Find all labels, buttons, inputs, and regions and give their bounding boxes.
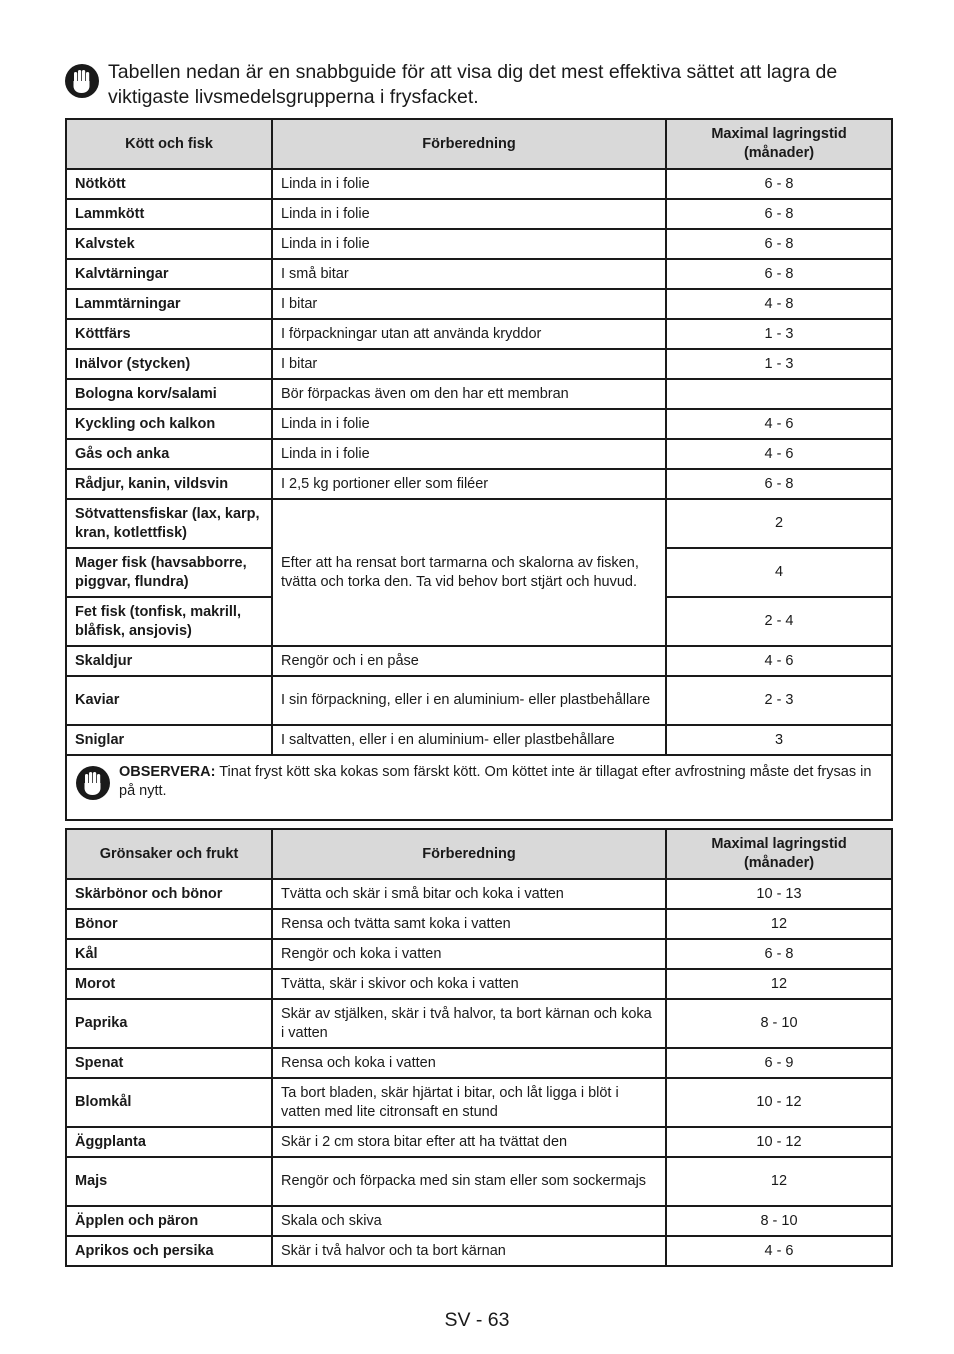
table-row [66,439,892,469]
food-name: Spenat [66,1048,272,1078]
storage-months: 6 - 8 [666,259,892,289]
table-row [66,1127,892,1157]
column-header: Kött och fisk [66,119,272,169]
column-header: Förberedning [272,119,666,169]
storage-months: 6 - 9 [666,1048,892,1078]
table-row [66,969,892,999]
storage-months: 10 - 13 [666,879,892,909]
table-row [66,676,892,725]
intro [64,60,894,110]
table-row [66,1206,892,1236]
storage-months: 6 - 8 [666,169,892,199]
preparation: I bitar [272,289,666,319]
food-name: Skaldjur [66,646,272,676]
column-header: Maximal lagringstid (månader) [666,119,892,169]
table-row [66,939,892,969]
table-row [66,646,892,676]
food-name: Inälvor (stycken) [66,349,272,379]
preparation: Rengör och koka i vatten [272,939,666,969]
vegetables-fruit-table [65,828,893,1267]
preparation: Rensa och koka i vatten [272,1048,666,1078]
storage-months: 10 - 12 [666,1127,892,1157]
preparation: Ta bort bladen, skär hjärtat i bitar, och låt ligga i blöt i vatten med lite citronsaft en stund [272,1078,666,1127]
hand-stop-icon [75,765,111,801]
table-row [66,229,892,259]
preparation: I små bitar [272,259,666,289]
preparation: Linda in i folie [272,169,666,199]
storage-months: 10 - 12 [666,1078,892,1127]
food-name: Kål [66,939,272,969]
food-name: Äggplanta [66,1127,272,1157]
table-row [66,289,892,319]
page-footer [0,1309,954,1332]
storage-months: 8 - 10 [666,1206,892,1236]
table-header-row [66,119,892,169]
table-row [66,879,892,909]
food-name: Kaviar [66,676,272,725]
food-name: Blomkål [66,1078,272,1127]
storage-months: 4 - 6 [666,439,892,469]
note-label: OBSERVERA: [119,763,216,780]
storage-months: 4 - 6 [666,409,892,439]
food-name: Majs [66,1157,272,1206]
storage-months: 2 - 4 [666,597,892,646]
food-name: Sötvattensfiskar (lax, karp, kran, kotlettfisk) [66,499,272,548]
food-name: Lammtärningar [66,289,272,319]
storage-months: 12 [666,909,892,939]
preparation: Skala och skiva [272,1206,666,1236]
table-row [66,319,892,349]
table-row [66,1078,892,1127]
note-cell [66,755,892,820]
preparation: Skär av stjälken, skär i två halvor, ta bort kärnan och koka i vatten [272,999,666,1048]
food-name: Mager fisk (havsabborre, piggvar, flundra) [66,548,272,597]
table-row [66,725,892,755]
table-header-row [66,829,892,879]
table-row [66,1157,892,1206]
column-header: Förberedning [272,829,666,879]
food-name: Skärbönor och bönor [66,879,272,909]
food-name: Kalvstek [66,229,272,259]
preparation: Efter att ha rensat bort tarmarna och skalorna av fisken, tvätta och torka den. Ta vid behov bort stjärt och huvud. [272,499,666,646]
storage-months: 6 - 8 [666,469,892,499]
preparation: I 2,5 kg portioner eller som filéer [272,469,666,499]
table-row [66,349,892,379]
table-row [66,909,892,939]
storage-months: 1 - 3 [666,349,892,379]
storage-months: 4 - 8 [666,289,892,319]
storage-months [666,379,892,409]
table-row [66,1048,892,1078]
note [75,763,883,801]
food-name: Köttfärs [66,319,272,349]
preparation: Linda in i folie [272,409,666,439]
table-row [66,259,892,289]
hand-stop-icon [64,63,100,99]
storage-months: 4 - 6 [666,1236,892,1266]
storage-months: 2 - 3 [666,676,892,725]
food-name: Morot [66,969,272,999]
preparation: Rengör och förpacka med sin stam eller som sockermajs [272,1157,666,1206]
table-row [66,409,892,439]
food-name: Nötkött [66,169,272,199]
preparation: Skär i två halvor och ta bort kärnan [272,1236,666,1266]
table-row [66,1236,892,1266]
table-row [66,169,892,199]
storage-months: 8 - 10 [666,999,892,1048]
food-name: Fet fisk (tonfisk, makrill, blåfisk, ansjovis) [66,597,272,646]
storage-months: 4 [666,548,892,597]
food-name: Gås och anka [66,439,272,469]
preparation: Tvätta, skär i skivor och koka i vatten [272,969,666,999]
storage-months: 6 - 8 [666,199,892,229]
preparation: Linda in i folie [272,229,666,259]
preparation: Linda in i folie [272,439,666,469]
storage-months: 12 [666,969,892,999]
food-name: Bologna korv/salami [66,379,272,409]
preparation: Linda in i folie [272,199,666,229]
preparation: Skär i 2 cm stora bitar efter att ha tvättat den [272,1127,666,1157]
storage-months: 1 - 3 [666,319,892,349]
note-text [119,763,883,801]
food-name: Rådjur, kanin, vildsvin [66,469,272,499]
food-name: Sniglar [66,725,272,755]
preparation: I bitar [272,349,666,379]
food-name: Paprika [66,999,272,1048]
table-row [66,999,892,1048]
preparation: Rensa och tvätta samt koka i vatten [272,909,666,939]
table-row [66,469,892,499]
table-row [66,199,892,229]
storage-months: 12 [666,1157,892,1206]
storage-months: 4 - 6 [666,646,892,676]
storage-months: 6 - 8 [666,939,892,969]
storage-months: 2 [666,499,892,548]
table-row [66,379,892,409]
preparation: Tvätta och skär i små bitar och koka i vatten [272,879,666,909]
food-name: Äpplen och päron [66,1206,272,1236]
page-number: SV - 63 [444,1309,510,1331]
preparation: I förpackningar utan att använda kryddor [272,319,666,349]
preparation: I sin förpackning, eller i en aluminium- eller plastbehållare [272,676,666,725]
storage-months: 3 [666,725,892,755]
food-name: Lammkött [66,199,272,229]
column-header: Grönsaker och frukt [66,829,272,879]
column-header: Maximal lagringstid (månader) [666,829,892,879]
note-row [66,755,892,820]
food-name: Kalvtärningar [66,259,272,289]
note-body: Tinat fryst kött ska kokas som färskt kött. Om köttet inte är tillagat efter avfrostning måste det frysas in på nytt. [119,763,872,799]
intro-text: Tabellen nedan är en snabbguide för att visa dig det mest effektiva sättet att lagra de viktigaste livsmedelsgrupperna i frysfacket. [108,61,838,108]
preparation: Rengör och i en påse [272,646,666,676]
food-name: Aprikos och persika [66,1236,272,1266]
table-row [66,499,892,548]
storage-months: 6 - 8 [666,229,892,259]
food-name: Bönor [66,909,272,939]
meat-fish-table [65,118,893,821]
preparation: I saltvatten, eller i en aluminium- eller plastbehållare [272,725,666,755]
preparation: Bör förpackas även om den har ett membran [272,379,666,409]
food-name: Kyckling och kalkon [66,409,272,439]
